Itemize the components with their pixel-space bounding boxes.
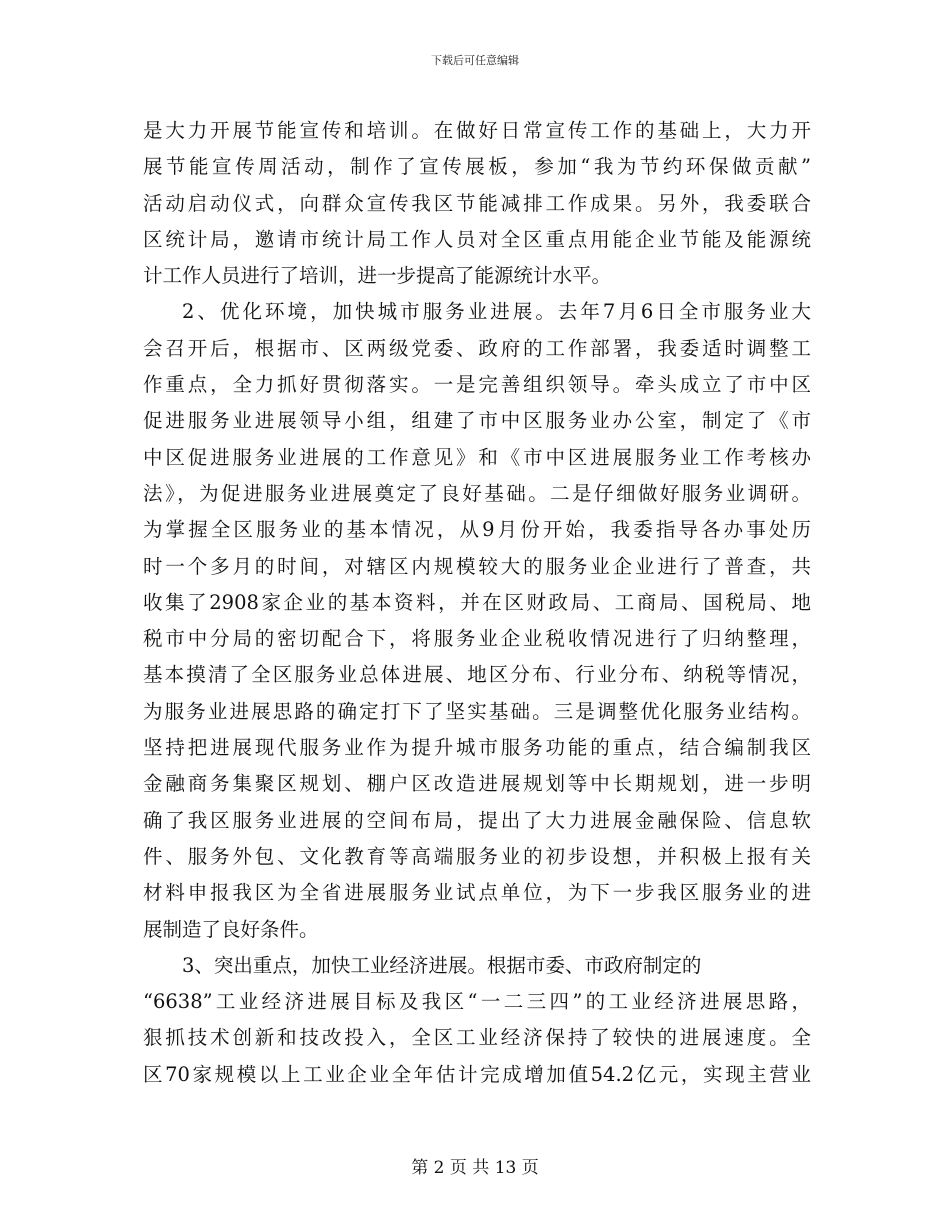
paragraph-line: 3、突出重点，加快工业经济进展。根据市委、市政府制定的 — [182, 953, 702, 977]
paragraph-line: 狠抓技术创新和技改投入，全区工业经济保持了较快的进展速度。全 — [143, 1026, 811, 1050]
paragraph-line: 展制造了良好条件。 — [143, 917, 319, 941]
paragraph-line: 坚持把进展现代服务业作为提升城市服务功能的重点，结合编制我区 — [143, 736, 811, 760]
paragraph-line: 计工作人员进行了培训，进一步提高了能源统计水平。 — [143, 264, 612, 288]
paragraph-line: 活动启动仪式，向群众宣传我区节能减排工作成果。另外，我委联合 — [143, 191, 811, 215]
paragraph-line: 法》，为促进服务业进展奠定了良好基础。二是仔细做好服务业调研。 — [143, 481, 811, 505]
paragraph-line: “6638”工业经济进展目标及我区“一二三四”的工业经济进展思路， — [143, 990, 811, 1014]
paragraph-line: 中区促进服务业进展的工作意见》和《市中区进展服务业工作考核办 — [143, 445, 811, 469]
paragraph-line: 作重点，全力抓好贯彻落实。一是完善组织领导。牵头成立了市中区 — [143, 373, 811, 397]
paragraph-line: 促进服务业进展领导小组，组建了市中区服务业办公室，制定了《市 — [143, 409, 811, 433]
paragraph-line: 金融商务集聚区规划、棚户区改造进展规划等中长期规划，进一步明 — [143, 772, 811, 796]
paragraph-line: 收集了2908家企业的基本资料，并在区财政局、工商局、国税局、地 — [143, 590, 811, 614]
page-footer: 第 2 页 共 13 页 — [411, 1158, 539, 1178]
paragraph-line: 展节能宣传周活动，制作了宣传展板，参加“我为节约环保做贡献” — [143, 155, 811, 179]
paragraph-line: 会召开后，根据市、区两级党委、政府的工作部署，我委适时调整工 — [143, 336, 811, 360]
paragraph-line: 是大力开展节能宣传和培训。在做好日常宣传工作的基础上，大力开 — [143, 119, 811, 142]
paragraph-line: 确了我区服务业进展的空间布局，提出了大力进展金融保险、信息软 — [143, 808, 811, 832]
paragraph-line: 时一个多月的时间，对辖区内规模较大的服务业企业进行了普查，共 — [143, 554, 811, 578]
page-header: 下载后可任意编辑 — [431, 54, 519, 67]
paragraph-line: 为服务业进展思路的确定打下了坚实基础。三是调整优化服务业结构。 — [143, 699, 811, 723]
paragraph-line: 区70家规模以上工业企业全年估计完成增加值54.2亿元，实现主营业 — [143, 1062, 811, 1086]
paragraph-line: 基本摸清了全区服务业总体进展、地区分布、行业分布、纳税等情况， — [143, 663, 811, 687]
paragraph-line: 件、服务外包、文化教育等高端服务业的初步设想，并积极上报有关 — [143, 844, 811, 868]
paragraph-line: 区统计局，邀请市统计局工作人员对全区重点用能企业节能及能源统 — [143, 227, 811, 251]
paragraph-line: 税市中分局的密切配合下，将服务业企业税收情况进行了归纳整理， — [143, 627, 811, 651]
document-body — [143, 113, 811, 1093]
paragraph-line: 材料申报我区为全省进展服务业试点单位，为下一步我区服务业的进 — [143, 881, 811, 905]
paragraph-line: 为掌握全区服务业的基本情况，从9月份开始，我委指导各办事处历 — [143, 518, 811, 542]
paragraph-line: 2、优化环境，加快城市服务业进展。去年7月6日全市服务业大 — [182, 300, 811, 324]
